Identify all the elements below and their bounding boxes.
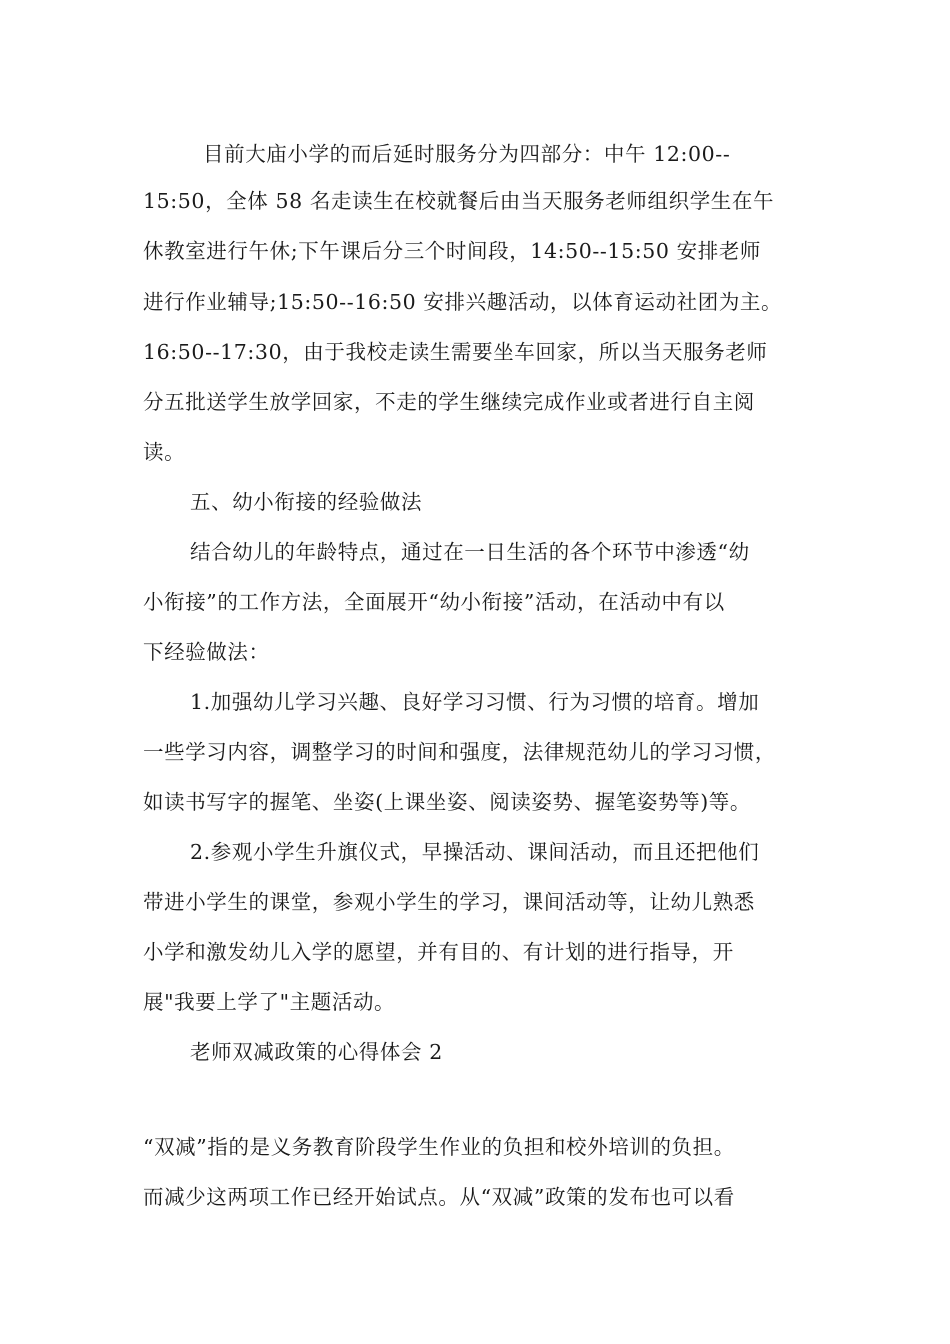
paragraph-4-line-3: 小学和激发幼儿入学的愿望，并有目的、有计划的进行指导，开	[143, 940, 734, 964]
paragraph-1-line-3: 休教室进行午休;下午课后分三个时间段，14:50--15:50 安排老师	[143, 239, 762, 263]
paragraph-1-line-6: 分五批送学生放学回家，不走的学生继续完成作业或者进行自主阅	[143, 390, 755, 414]
section-heading-2: 老师双减政策的心得体会 2	[190, 1040, 443, 1064]
paragraph-2-line-3: 下经验做法：	[143, 640, 270, 664]
paragraph-4-line-2: 带进小学生的课堂，参观小学生的学习，课间活动等，让幼儿熟悉	[143, 890, 755, 914]
paragraph-4-line-4: 展"我要上学了"主题活动。	[143, 990, 396, 1014]
paragraph-1-line-5: 16:50--17:30，由于我校走读生需要坐车回家，所以当天服务老师	[143, 340, 768, 364]
paragraph-2-line-2: 小衔接”的工作方法，全面展开“幼小衔接”活动，在活动中有以	[143, 590, 725, 614]
paragraph-1-line-2: 15:50，全体 58 名走读生在校就餐后由当天服务老师组织学生在午	[143, 189, 775, 213]
paragraph-5-line-1: “双减”指的是义务教育阶段学生作业的负担和校外培训的负担。	[143, 1135, 735, 1159]
paragraph-3-line-3: 如读书写字的握笔、坐姿(上课坐姿、阅读姿势、握笔姿势等)等。	[143, 790, 751, 814]
section-heading-5: 五、幼小衔接的经验做法	[190, 490, 423, 514]
paragraph-3-line-1: 1.加强幼儿学习兴趣、良好学习习惯、行为习惯的培育。增加	[190, 690, 760, 714]
paragraph-4-line-1: 2.参观小学生升旗仪式，早操活动、课间活动，而且还把他们	[190, 840, 760, 864]
paragraph-2-line-1: 结合幼儿的年龄特点，通过在一日生活的各个环节中渗透“幼	[190, 540, 750, 564]
paragraph-5-line-2: 而减少这两项工作已经开始试点。从“双减”政策的发布也可以看	[143, 1185, 735, 1209]
paragraph-1-line-4: 进行作业辅导;15:50--16:50 安排兴趣活动，以体育运动社团为主。	[143, 290, 783, 314]
paragraph-1-line-7: 读。	[143, 440, 186, 464]
paragraph-3-line-2: 一些学习内容，调整学习的时间和强度，法律规范幼儿的学习习惯，	[143, 740, 776, 764]
paragraph-1-line-1: 目前大庙小学的而后延时服务分为四部分：中午 12:00--	[203, 142, 731, 166]
